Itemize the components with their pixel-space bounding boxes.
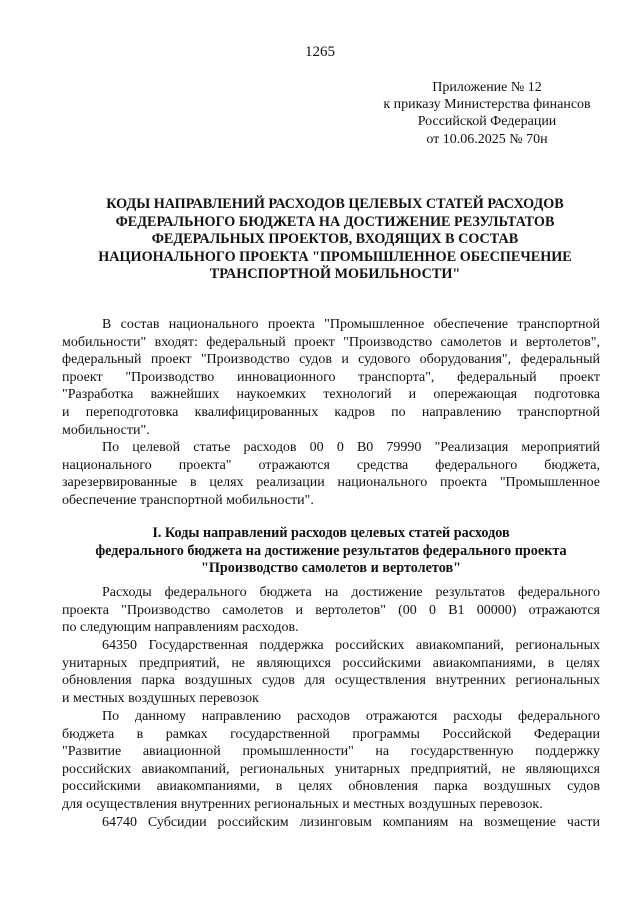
text-line: обновления парка воздушных судов для осуществления внутренних региональных [62, 673, 600, 689]
text-line: По целевой статье расходов 00 0 В0 79990 "Реализация мероприятий [102, 440, 600, 455]
intro-paragraph-2 [62, 439, 600, 509]
section-paragraph-2 [62, 637, 600, 707]
page-number: 1265 [305, 44, 335, 60]
section-title [62, 525, 600, 578]
text-line: обеспечение транспортной мобильности". [62, 492, 314, 508]
appendix-line: Российской Федерации [417, 114, 557, 130]
title-line: ФЕДЕРАЛЬНОГО БЮДЖЕТА НА ДОСТИЖЕНИЕ РЕЗУЛЬТАТОВ [115, 213, 555, 230]
text-line: мобильности". [62, 422, 150, 438]
text-line: и местных воздушных перевозок [62, 690, 259, 706]
text-line: российских авиакомпаний, региональных унитарных предприятий, не являющихся [62, 761, 600, 777]
text-line: проекта "Производство самолетов и вертолетов" (00 0 В1 00000) отражаются [62, 602, 600, 618]
text-line: унитарных предприятий, не являющихся российскими авиакомпаниями, в целях [62, 655, 600, 671]
text-line: федеральный проект "Производство судов и судового оборудования", федеральный [62, 352, 600, 368]
section-title-line: федерального бюджета на достижение результатов федерального проекта [95, 542, 567, 559]
text-line: мобильности" входят: федеральный проект "Производство самолетов и вертолетов", [62, 334, 600, 350]
text-line: бюджета в рамках государственной программы Российской Федерации [62, 726, 600, 742]
text-line: 64740 Субсидии российским лизинговым компаниям на возмещение части [102, 815, 600, 830]
title-line: КОДЫ НАПРАВЛЕНИЙ РАСХОДОВ ЦЕЛЕВЫХ СТАТЕЙ РАСХОДОВ [106, 196, 564, 212]
text-line: и переподготовка квалифицированных кадров по направлению транспортной [62, 404, 600, 420]
text-line: По данному направлению расходов отражаются расходы федерального [102, 709, 600, 724]
text-line: В состав национального проекта "Промышленное обеспечение транспортной [102, 317, 600, 332]
text-line: национального проекта" отражаются средства федерального бюджета, [62, 457, 600, 473]
text-line: по следующим направлениям расходов. [62, 620, 299, 636]
section-paragraph-3 [62, 708, 600, 814]
appendix-line: от 10.06.2025 № 70н [426, 131, 548, 147]
intro-paragraph-1 [62, 316, 600, 439]
document-title [70, 196, 600, 284]
text-line: "Развитие авиационной промышленности" на государственную поддержку [62, 744, 600, 760]
text-line: Расходы федерального бюджета на достижение результатов федерального [102, 585, 600, 600]
text-line: для осуществления внутренних региональных и местных воздушных перевозок. [62, 796, 543, 812]
text-line: зарезервированные в целях реализации национального проекта "Промышленное [62, 475, 600, 491]
appendix-line: к приказу Министерства финансов [383, 97, 591, 113]
section-paragraph-4 [62, 814, 600, 832]
appendix-line: Приложение № 12 [432, 80, 542, 95]
text-line: проект "Производство инновационного транспорта", федеральный проект [62, 369, 600, 385]
section-paragraph-1 [62, 584, 600, 637]
title-line: ТРАНСПОРТНОЙ МОБИЛЬНОСТИ" [209, 266, 461, 282]
appendix-block [372, 79, 602, 148]
section-title-line: "Производство самолетов и вертолетов" [201, 560, 461, 576]
text-line: российскими авиакомпаниями, в целях обновления парка воздушных судов [62, 779, 600, 795]
section-title-line: I. Коды направлений расходов целевых статей расходов [152, 525, 510, 541]
text-line: 64350 Государственная поддержка российских авиакомпаний, региональных [102, 638, 600, 653]
text-line: "Разработка важнейших наукоемких технологий и опережающая подготовка [62, 387, 600, 403]
title-line: НАЦИОНАЛЬНОГО ПРОЕКТА "ПРОМЫШЛЕННОЕ ОБЕСПЕЧЕНИЕ [98, 248, 572, 265]
title-line: ФЕДЕРАЛЬНЫХ ПРОЕКТОВ, ВХОДЯЩИХ В СОСТАВ [151, 231, 519, 247]
